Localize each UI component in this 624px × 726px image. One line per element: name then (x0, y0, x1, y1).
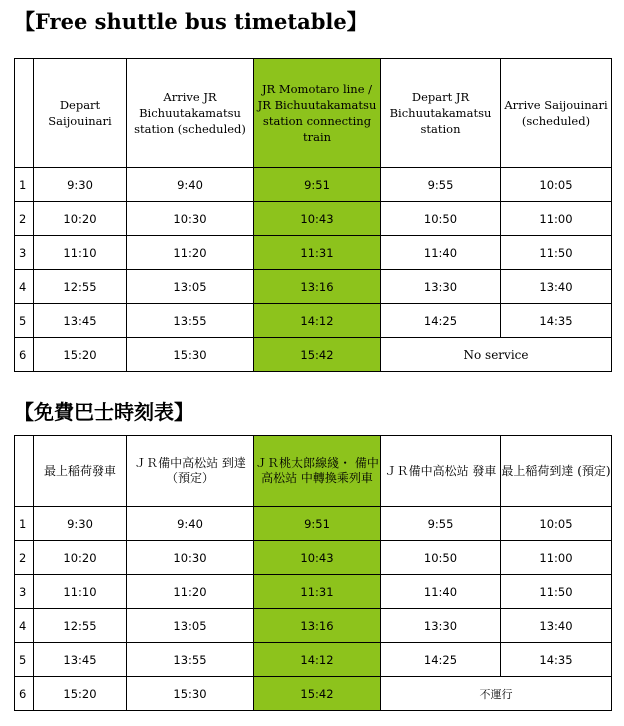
arrive-time: 15:30 (127, 677, 254, 711)
table-row (15, 304, 612, 338)
row-number: 5 (15, 304, 34, 338)
english-timetable (14, 58, 612, 372)
return-depart-time: 9:55 (381, 168, 501, 202)
return-depart-time: 9:55 (381, 507, 501, 541)
depart-time: 11:10 (34, 236, 127, 270)
train-time: 9:51 (254, 168, 381, 202)
return-depart-time: 13:30 (381, 270, 501, 304)
arrive-time: 9:40 (127, 507, 254, 541)
return-arrive-time: 11:00 (501, 202, 612, 236)
header-arrive-saijouinari: Arrive Saijouinari (scheduled) (501, 59, 612, 168)
return-depart-time: 14:25 (381, 304, 501, 338)
arrive-time: 10:30 (127, 541, 254, 575)
return-arrive-time: 13:40 (501, 609, 612, 643)
row-number: 1 (15, 507, 34, 541)
header-depart-saijouinari: 最上稲荷發車 (34, 436, 127, 507)
return-depart-time: 11:40 (381, 236, 501, 270)
return-arrive-time: 14:35 (501, 304, 612, 338)
arrive-time: 10:30 (127, 202, 254, 236)
train-time: 15:42 (254, 677, 381, 711)
row-number: 4 (15, 270, 34, 304)
return-depart-time: 14:25 (381, 643, 501, 677)
row-number: 3 (15, 575, 34, 609)
row-number: 3 (15, 236, 34, 270)
arrive-time: 13:05 (127, 270, 254, 304)
return-arrive-time: 13:40 (501, 270, 612, 304)
table-row (15, 270, 612, 304)
header-arrive-bichuutakamatsu: ＪＲ備中高松站 到達（預定） (127, 436, 254, 507)
chinese-timetable (14, 435, 612, 711)
return-arrive-time: 10:05 (501, 168, 612, 202)
return-arrive-time: 10:05 (501, 507, 612, 541)
table-row (15, 609, 612, 643)
arrive-time: 13:55 (127, 643, 254, 677)
table-row (15, 575, 612, 609)
depart-time: 13:45 (34, 304, 127, 338)
table-row (15, 541, 612, 575)
header-depart-saijouinari: Depart Saijouinari (34, 59, 127, 168)
depart-time: 15:20 (34, 338, 127, 372)
depart-time: 12:55 (34, 270, 127, 304)
row-number: 1 (15, 168, 34, 202)
arrive-time: 11:20 (127, 236, 254, 270)
row-number: 2 (15, 541, 34, 575)
depart-time: 9:30 (34, 507, 127, 541)
train-time: 11:31 (254, 575, 381, 609)
return-depart-time: 10:50 (381, 202, 501, 236)
header-row (15, 59, 612, 168)
arrive-time: 9:40 (127, 168, 254, 202)
header-connecting-train: ＪＲ桃太郎線綫・ 備中高松站 中轉換乘列車 (254, 436, 381, 507)
depart-time: 13:45 (34, 643, 127, 677)
table-row (15, 507, 612, 541)
row-number: 4 (15, 609, 34, 643)
header-row (15, 436, 612, 507)
english-title: 【Free shuttle bus timetable】 (14, 9, 368, 34)
table-row (15, 236, 612, 270)
header-arrive-saijouinari: 最上稲荷到達 (預定) (501, 436, 612, 507)
header-arrive-bichuutakamatsu: Arrive JR Bichuutakamatsu station (scheduled) (127, 59, 254, 168)
row-number: 2 (15, 202, 34, 236)
train-time: 13:16 (254, 609, 381, 643)
return-arrive-time: 11:00 (501, 541, 612, 575)
chinese-title: 【免費巴士時刻表】 (14, 400, 194, 424)
arrive-time: 11:20 (127, 575, 254, 609)
depart-time: 10:20 (34, 541, 127, 575)
return-arrive-time: 11:50 (501, 575, 612, 609)
train-time: 14:12 (254, 304, 381, 338)
return-depart-time: 13:30 (381, 609, 501, 643)
return-depart-time: 10:50 (381, 541, 501, 575)
header-index (15, 436, 34, 507)
table-row (15, 202, 612, 236)
depart-time: 9:30 (34, 168, 127, 202)
no-service-cell: 不運行 (381, 677, 612, 711)
no-service-cell: No service (381, 338, 612, 372)
depart-time: 12:55 (34, 609, 127, 643)
train-time: 9:51 (254, 507, 381, 541)
return-arrive-time: 14:35 (501, 643, 612, 677)
train-time: 13:16 (254, 270, 381, 304)
table-row (15, 338, 612, 372)
arrive-time: 13:05 (127, 609, 254, 643)
depart-time: 10:20 (34, 202, 127, 236)
header-connecting-train: JR Momotaro line / JR Bichuutakamatsu station connecting train (254, 59, 381, 168)
row-number: 6 (15, 338, 34, 372)
train-time: 14:12 (254, 643, 381, 677)
header-depart-bichuutakamatsu: Depart JR Bichuutakamatsu station (381, 59, 501, 168)
depart-time: 15:20 (34, 677, 127, 711)
train-time: 10:43 (254, 541, 381, 575)
table-row (15, 643, 612, 677)
table-row (15, 677, 612, 711)
return-depart-time: 11:40 (381, 575, 501, 609)
row-number: 5 (15, 643, 34, 677)
header-index (15, 59, 34, 168)
row-number: 6 (15, 677, 34, 711)
train-time: 11:31 (254, 236, 381, 270)
train-time: 10:43 (254, 202, 381, 236)
arrive-time: 15:30 (127, 338, 254, 372)
arrive-time: 13:55 (127, 304, 254, 338)
depart-time: 11:10 (34, 575, 127, 609)
train-time: 15:42 (254, 338, 381, 372)
header-depart-bichuutakamatsu: ＪＲ備中高松站 發車 (381, 436, 501, 507)
return-arrive-time: 11:50 (501, 236, 612, 270)
table-row (15, 168, 612, 202)
